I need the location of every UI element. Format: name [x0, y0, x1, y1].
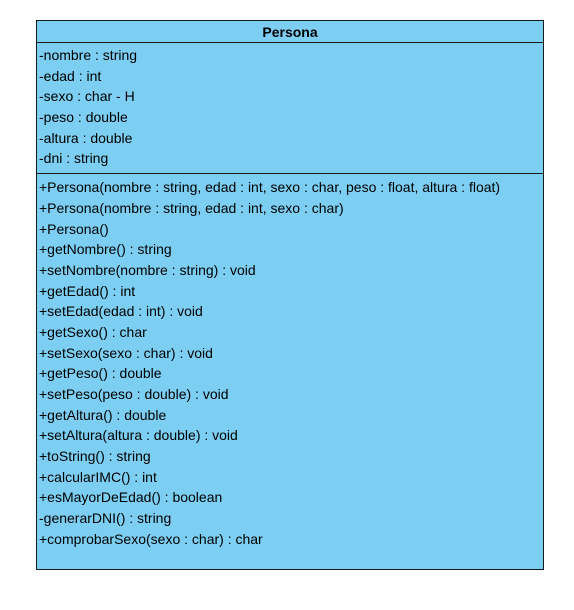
method-calcular-imc: +calcularIMC() : int [39, 468, 157, 485]
method-get-nombre: +getNombre() : string [39, 241, 172, 258]
method-get-sexo: +getSexo() : char [39, 323, 147, 340]
attribute-edad: -edad : int [39, 67, 102, 84]
attribute-altura: -altura : double [39, 129, 133, 146]
attribute-dni: -dni : string [39, 150, 109, 167]
class-name: Persona [37, 21, 543, 43]
attribute-nombre: -nombre : string [39, 47, 138, 63]
method-generar-dni: -generarDNI() : string [39, 510, 172, 527]
method-get-altura: +getAltura() : double [39, 406, 167, 423]
method-to-string: +toString() : string [39, 448, 151, 465]
attributes-compartment [37, 43, 543, 174]
uml-class-persona[interactable] [36, 20, 544, 570]
method-set-sexo: +setSexo(sexo : char) : void [39, 344, 213, 361]
attribute-peso: -peso : double [39, 109, 128, 126]
method-get-peso: +getPeso() : double [39, 365, 162, 382]
method-get-edad: +getEdad() : int [39, 282, 136, 299]
method-set-nombre: +setNombre(nombre : string) : void [39, 261, 256, 278]
method-persona-default-constructor: +Persona() [39, 220, 109, 237]
method-set-peso: +setPeso(peso : double) : void [39, 386, 229, 402]
methods-compartment [37, 174, 543, 549]
method-persona-partial-constructor: +Persona(nombre : string, edad : int, sexo : char) [39, 199, 344, 216]
attribute-sexo: -sexo : char - H [39, 88, 135, 105]
method-comprobar-sexo: +comprobarSexo(sexo : char) : char [39, 530, 263, 547]
method-set-altura: +setAltura(altura : double) : void [39, 427, 238, 444]
method-es-mayor-de-edad: +esMayorDeEdad() : boolean [39, 489, 223, 506]
method-set-edad: +setEdad(edad : int) : void [39, 303, 203, 320]
method-persona-full-constructor: +Persona(nombre : string, edad : int, sexo : char, peso : float, altura : float) [39, 179, 501, 196]
